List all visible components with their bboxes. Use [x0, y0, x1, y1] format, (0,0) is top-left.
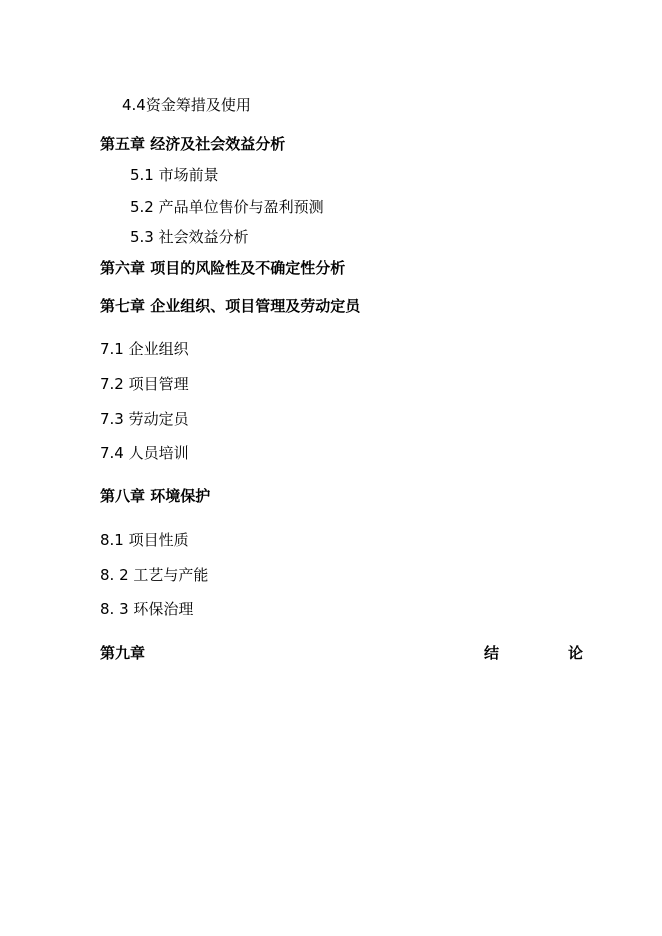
toc-chapter-6: 第六章 项目的风险性及不确定性分析	[100, 259, 346, 277]
toc-chapter-7: 第七章 企业组织、项目管理及劳动定员	[100, 297, 361, 315]
toc-entry-8-2: 8. 2 工艺与产能	[100, 566, 209, 584]
toc-chapter-8: 第八章 环境保护	[100, 487, 211, 505]
toc-entry-5-1: 5.1 市场前景	[130, 166, 219, 184]
toc-entry-5-3: 5.3 社会效益分析	[130, 228, 249, 246]
toc-chapter-9-title-2: 论	[567, 644, 583, 662]
toc-entry-5-2: 5.2 产品单位售价与盈利预测	[130, 198, 324, 216]
toc-chapter-9-title-1: 结	[483, 644, 499, 662]
toc-chapter-9	[100, 643, 583, 663]
toc-entry-8-3: 8. 3 环保治理	[100, 600, 194, 618]
toc-chapter-5: 第五章 经济及社会效益分析	[100, 135, 286, 153]
toc-entry-7-4: 7.4 人员培训	[100, 444, 189, 462]
toc-entry-8-1: 8.1 项目性质	[100, 531, 189, 549]
toc-entry-7-1: 7.1 企业组织	[100, 340, 189, 358]
toc-chapter-9-label: 第九章	[100, 644, 146, 662]
toc-entry-7-2: 7.2 项目管理	[100, 375, 189, 393]
toc-entry-4-4: 4.4资金筹措及使用	[122, 96, 251, 114]
toc-entry-7-3: 7.3 劳动定员	[100, 410, 189, 428]
